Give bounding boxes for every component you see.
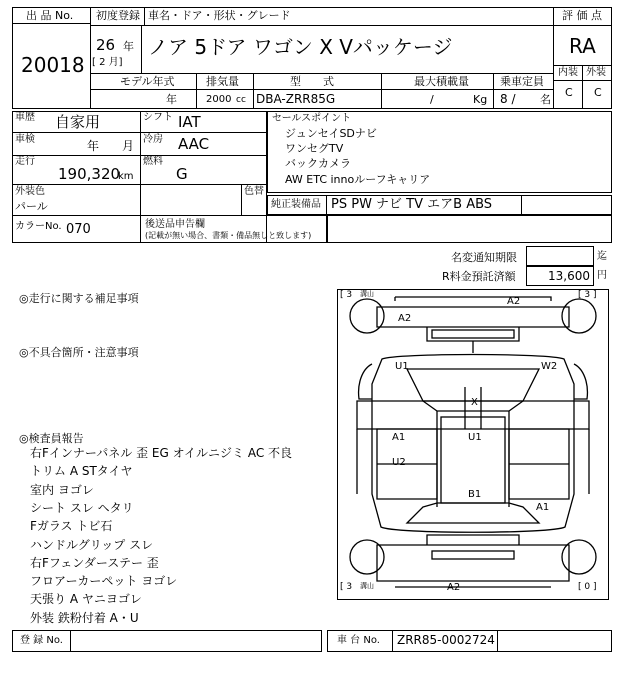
sales-point-line: AW ETC innoルーフキャリア (285, 173, 431, 186)
inspector-line: 右Fインナーパネル 歪 EG オイルニジミ AC 不良 (30, 446, 293, 460)
capacity-value: 8 / (500, 92, 516, 106)
mark-a1-left: A1 (392, 432, 406, 443)
inspection-year: 年 (87, 139, 100, 153)
recycle-unit: 円 (597, 270, 607, 281)
load-slash: / (430, 93, 434, 106)
model-year-unit: 年 (166, 93, 177, 106)
inspector-line: 室内 ヨゴレ (30, 483, 94, 497)
reg-year-unit: 年 (123, 40, 134, 53)
recycle-value: 13,600 (548, 269, 590, 283)
equipment-value: PS PW ナビ TV エアB ABS (331, 197, 493, 212)
mark-x-roof: X (471, 397, 478, 408)
chassis-label: 車 台 No. (337, 635, 380, 646)
mark-a2-hood: A2 (398, 313, 412, 324)
history-value: 自家用 (55, 113, 101, 131)
capacity-unit: 名 (540, 93, 551, 106)
reg-year: 26 (96, 36, 116, 54)
exterior-color-label: 外装色 (15, 186, 45, 197)
inspector-line: トリム A STタイヤ (30, 464, 133, 478)
car-name: ノア 5ドア ワゴン X Vパッケージ (148, 35, 453, 59)
displacement-label: 排気量 (206, 75, 239, 88)
mark-a2-bottom: A2 (447, 582, 461, 593)
mark-a2-top: A2 (507, 296, 521, 307)
mark-u1-left: U1 (395, 361, 409, 372)
displacement-unit: cc (236, 95, 246, 105)
deadline-unit: 迄 (597, 251, 607, 262)
lot-number: 20018 (21, 53, 85, 77)
car-diagram (337, 289, 609, 600)
tire-front-left-note: 溝山 (360, 290, 374, 298)
mileage-unit: km (118, 171, 134, 182)
inspector-line: ハンドルグリップ スレ (30, 538, 154, 552)
defects-label: ◎不具合箇所・注意事項 (19, 346, 139, 359)
load-label: 最大積載量 (414, 75, 469, 88)
fuel-label: 燃料 (143, 156, 163, 167)
type-label: 型 式 (290, 75, 334, 88)
first-reg-label: 初度登録 (96, 9, 140, 22)
deadline-label: 名変通知期限 (451, 251, 517, 264)
inspector-line: 外装 鉄粉付着 A・U (30, 611, 139, 625)
mark-u2-left: U2 (392, 457, 406, 468)
inspector-line: 右Fフェンダーステー 歪 (30, 556, 159, 570)
interior-label: 内装 (558, 67, 578, 78)
mark-a1-right: A1 (536, 502, 550, 513)
inspector-line: フロアーカーペット ヨゴレ (30, 574, 178, 588)
mark-b1-center: B1 (468, 489, 482, 500)
tire-rear-left: [ 3 (340, 582, 353, 592)
inspector-line: 天張り A ヤニヨゴレ (30, 592, 142, 606)
deadline-box (526, 246, 594, 266)
mileage-label: 走行 (15, 156, 35, 167)
sales-point-line: ジュンセイSDナビ (285, 127, 377, 140)
mileage-value: 190,320 (58, 165, 121, 183)
inspection-month: 月 (122, 139, 135, 153)
eval-label: 評 価 点 (562, 9, 602, 22)
lot-label: 出 品 No. (26, 9, 74, 22)
exterior-color-value: パール (15, 200, 48, 213)
exterior-value: C (594, 86, 602, 99)
color-no-label: カラーNo. (15, 221, 62, 232)
shift-value: IAT (178, 113, 201, 131)
inspection-label: 車検 (15, 134, 35, 145)
displacement-value: 2000 (206, 94, 232, 105)
mark-u1-center: U1 (468, 432, 482, 443)
eval-value: RA (569, 34, 596, 58)
reg-month: [ 2 月] (92, 57, 123, 68)
tire-rear-left-note: 溝山 (360, 582, 374, 590)
ac-label: 冷房 (143, 134, 163, 145)
documents-note: (記載が無い場合、書類・備品無しと致します) (145, 231, 312, 240)
ac-value: AAC (178, 135, 210, 153)
load-unit: Kg (473, 93, 488, 106)
blank-box (327, 215, 612, 243)
inspector-label: ◎検査員報告 (19, 432, 84, 445)
tire-rear-right: [ 0 ] (578, 582, 597, 592)
fuel-value: G (176, 165, 188, 183)
shift-label: シフト (143, 112, 173, 123)
history-label: 車歴 (15, 112, 35, 123)
interior-value: C (565, 86, 573, 99)
inspector-line: シート スレ ヘタリ (30, 501, 134, 515)
driving-remarks-label: ◎走行に関する補足事項 (19, 292, 139, 305)
documents-box (140, 215, 327, 243)
equipment-label: 純正装備品 (271, 199, 321, 210)
chassis-value: ZRR85-0002724 (397, 633, 495, 647)
documents-label: 後送品申告欄 (145, 219, 205, 230)
sales-points-label: セールスポイント (272, 113, 352, 124)
tire-front-right: [ 3 ] (578, 290, 597, 300)
inspector-line: Fガラス トビ石 (30, 519, 113, 533)
exterior-label: 外装 (586, 67, 606, 78)
car-name-label: 車名・ドア・形状・グレード (148, 9, 291, 22)
registration-label: 登 録 No. (20, 635, 63, 646)
capacity-label: 乗車定員 (500, 75, 544, 88)
tire-front-left: [ 3 (340, 290, 353, 300)
sales-point-line: ワンセグTV (285, 142, 344, 155)
model-year-label: モデル年式 (120, 75, 175, 88)
sales-point-line: バックカメラ (285, 157, 351, 170)
mark-w2-right: W2 (541, 361, 558, 372)
color-change-label: 色替 (244, 186, 264, 197)
color-no-value: 070 (66, 222, 91, 237)
type-value: DBA-ZRR85G (256, 92, 336, 106)
recycle-label: R料金預託済額 (442, 270, 516, 283)
